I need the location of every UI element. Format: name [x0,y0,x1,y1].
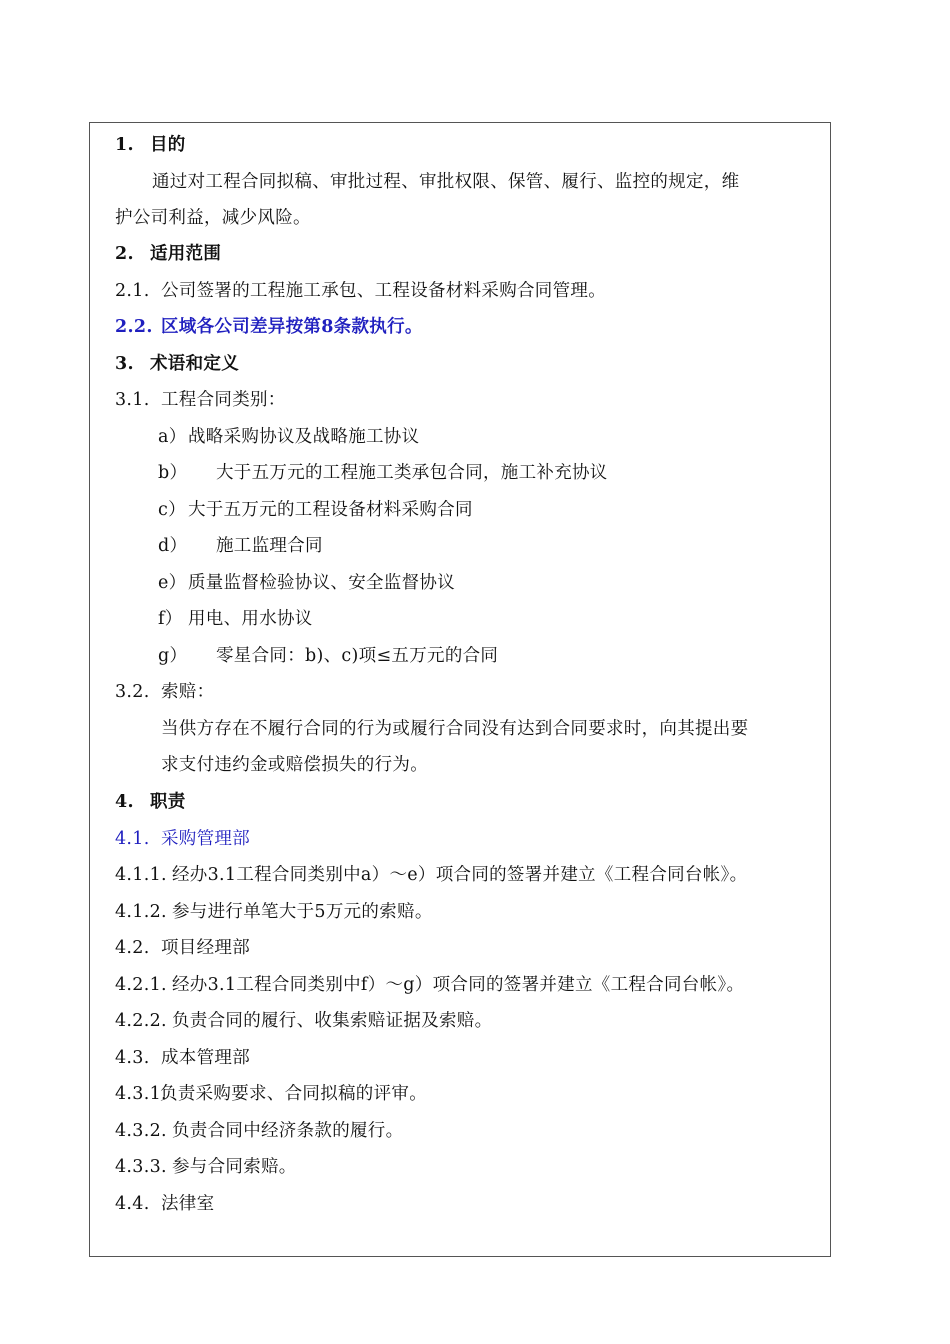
section-heading: 术语和定义 [150,354,239,374]
section-number: 4.4. [115,1194,150,1214]
paragraph-text: 经办3.1工程合同类别中a）～e）项合同的签署并建立《工程合同台帐》。 [172,865,748,885]
paragraph-text: 护公司利益，减少风险。 [115,208,311,228]
section-number: 2.1. [115,281,150,301]
section-number: b） [158,463,188,483]
section-number: 3.2. [115,682,150,702]
section-number: c） [158,500,186,520]
paragraph-text: 零星合同：b)、c)项≤五万元的合同 [216,646,499,666]
section-heading: 目的 [150,135,186,155]
section-number: 4.2.1. [115,975,167,995]
section-number: 4.3. [115,1048,150,1068]
paragraph-text: 索赔： [161,682,215,702]
section-heading: 区域各公司差异按第8条款执行。 [161,317,423,337]
paragraph-text: 参与进行单笔大于5万元的索赔。 [172,902,433,922]
paragraph-text: 经办3.1工程合同类别中f）～g）项合同的签署并建立《工程合同台帐》。 [172,975,745,995]
paragraph-text: 成本管理部 [161,1048,250,1068]
paragraph-text: 当供方存在不履行合同的行为或履行合同没有达到合同要求时，向其提出要 [161,719,749,739]
section-number: 3. [115,354,134,374]
paragraph-text: 大于五万元的工程设备材料采购合同 [188,500,473,520]
section-number: a） [158,427,187,447]
paragraph-text: 通过对工程合同拟稿、审批过程、审批权限、保管、履行、监控的规定，维 [152,172,740,192]
section-number: f） [158,609,183,629]
section-number: 4.2. [115,938,150,958]
paragraph-text: 战略采购协议及战略施工协议 [188,427,420,447]
paragraph-text: 工程合同类别： [161,390,286,410]
paragraph-text: 负责合同中经济条款的履行。 [172,1121,404,1141]
section-number: 4.3.3. [115,1157,167,1177]
section-number: 4.1.1. [115,865,167,885]
section-number: 4.3.1. [115,1084,167,1104]
paragraph-text: 负责采购要求、合同拟稿的评审。 [160,1084,427,1104]
paragraph-text: 采购管理部 [161,829,250,849]
paragraph-text: 参与合同索赔。 [172,1157,297,1177]
section-number: 2.2. [115,317,153,337]
section-number: 2. [115,244,134,264]
section-number: 4.1. [115,829,150,849]
section-number: 4.1.2. [115,902,167,922]
section-heading: 职责 [150,792,186,812]
paragraph-text: 施工监理合同 [216,536,323,556]
paragraph-text: 质量监督检验协议、安全监督协议 [188,573,455,593]
section-number: d） [158,536,188,556]
paragraph-text: 用电、用水协议 [188,609,313,629]
paragraph-text: 负责合同的履行、收集索赔证据及索赔。 [172,1011,493,1031]
section-number: g） [158,646,188,666]
section-number: 3.1. [115,390,150,410]
section-number: 4.3.2. [115,1121,167,1141]
paragraph-text: 公司签署的工程施工承包、工程设备材料采购合同管理。 [161,281,606,301]
paragraph-text: 法律室 [161,1194,215,1214]
section-number: 4.2.2. [115,1011,167,1031]
section-number: e） [158,573,187,593]
section-number: 1. [115,135,134,155]
section-heading: 适用范围 [150,244,222,264]
paragraph-text: 求支付违约金或赔偿损失的行为。 [161,755,428,775]
paragraph-text: 大于五万元的工程施工类承包合同，施工补充协议 [216,463,608,483]
section-number: 4. [115,792,134,812]
paragraph-text: 项目经理部 [161,938,250,958]
